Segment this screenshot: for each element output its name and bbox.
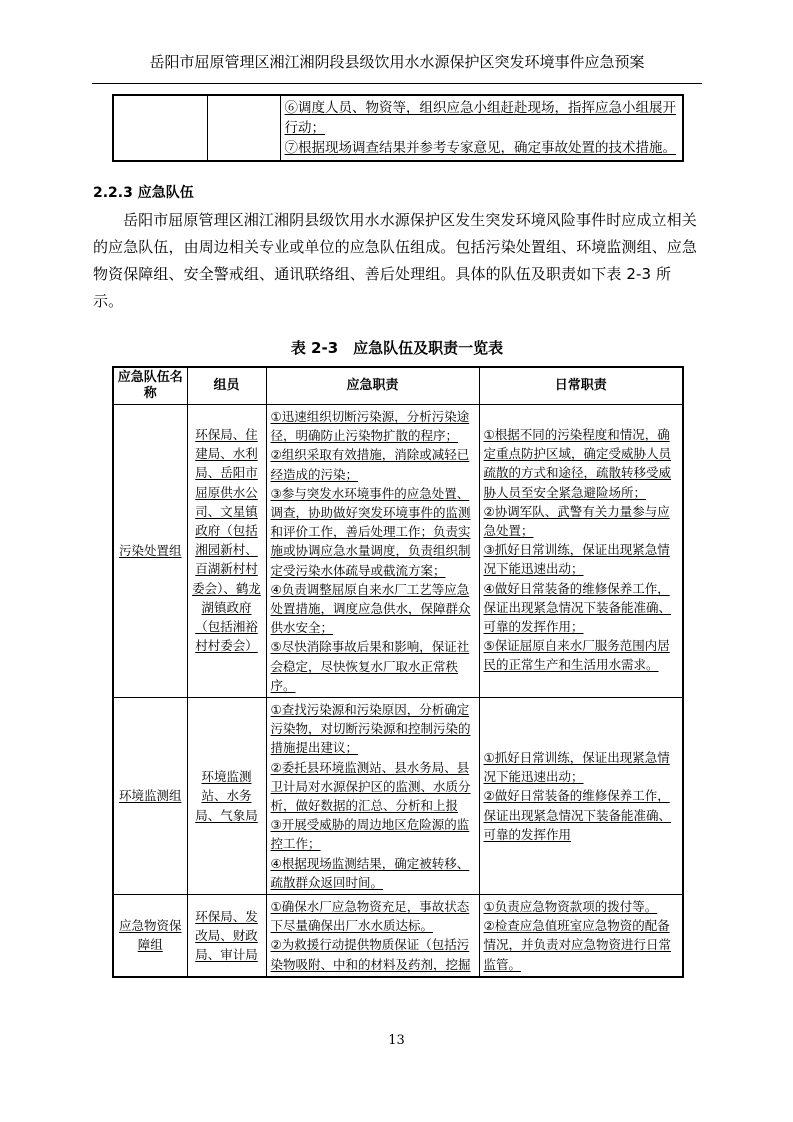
header-members: 组员 [187,367,266,405]
team-name: 环境监测组 [113,698,187,895]
table-header-row [113,367,683,405]
duty-item: ⑤保证屈原自来水厂服务范围内居民的正常生产和生活用水需求。 [483,638,670,673]
duty-item: ②为救援行动提供物质保证（包括污染物吸附、中和的材料及药剂，挖掘 [270,937,471,972]
daily-duties [479,895,683,977]
continued-line-6: ⑥调度人员、物资等，组织应急小组赶赴现场，指挥应急小组展开行动； [284,100,676,136]
section-paragraph: 岳阳市屈原管理区湘江湘阴县级饮用水水源保护区发生突发环境风险事件时应成立相关的应急队伍，由周边相关专业或单位的应急队伍组成。包括污染处置组、环境监测组、应急物资保障组、安全警戒组、通讯联络组、善后处理组。具体的队伍及职责如下表 2-3 所示。 [93,211,698,310]
team-members: 环保局、住建局、水利局、岳阳市屈原供水公司、文星镇政府（包括湘园新村、百湖新村村委会）、鹤龙湖镇政府（包括湘裕村村委会） [187,405,266,698]
duty-item: ②组织采取有效措施，消除或减轻已经造成的污染； [270,447,470,482]
duty-item: ③参与突发水环境事件的应急处置、调查，协助做好突发环境事件的监测和评价工作，善后处理工作；负责实施或协调应急水量调度，负责组织制定受污染水体疏导或截流方案； [270,485,471,578]
header-team-name: 应急队伍名称 [113,367,187,405]
header-rule [92,83,702,84]
duty-item: ⑤尽快消除事故后果和影响，保证社会稳定，尽快恢复水厂取水正常秩序。 [270,639,470,693]
emergency-team-table [112,366,684,978]
duty-item: ④根据现场监测结果，确定被转移、疏散群众返回时间。 [270,855,470,890]
continued-cell-text [280,95,683,161]
duty-item: ①确保水厂应急物资充足，事故状态下尽量确保出厂水水质达标。 [270,899,470,934]
duty-item: ③抓好日常训练，保证出现紧急情况下能迅速出动； [483,542,670,577]
duty-item: ①迅速组织切断污染源，分析污染途径，明确防止污染物扩散的程序； [270,409,470,444]
page-header-title: 岳阳市屈原管理区湘江湘阴段县级饮用水水源保护区突发环境事件应急预案 [149,53,645,71]
team-name: 污染处置组 [113,405,187,698]
duty-item: ①负责应急物资款项的拨付等。 [483,899,658,915]
header-emergency-duties: 应急职责 [266,367,479,405]
continued-cell-empty-2 [207,95,280,161]
daily-duties [479,405,683,698]
page-number: 13 [388,1033,405,1048]
emergency-duties [266,895,479,977]
table-caption: 表 2-3 应急队伍及职责一览表 [290,339,504,357]
duty-item: ①抓好日常训练，保证出现紧急情况下能迅速出动； [483,750,670,785]
duty-item: ④做好日常装备的维修保养工作，保证出现紧急情况下装备能准确、可靠的发挥作用； [483,580,672,635]
team-members: 环保局、发改局、财政局、审计局 [187,895,266,977]
emergency-duties [266,405,479,698]
duty-item: ②做好日常装备的维修保养工作，保证出现紧急情况下装备能准确、可靠的发挥作用 [483,788,672,842]
table-row [113,895,683,977]
continued-table [112,94,684,162]
duty-item: ①根据不同的污染程度和情况，确定重点防护区域，确定受威胁人员疏散的方式和途径，疏散转移受威胁人员至安全紧急避险场所； [483,427,672,500]
table-row [113,405,683,698]
duty-item: ①查找污染源和污染原因，分析确定污染物，对切断污染源和控制污染的措施提出建议； [270,702,471,756]
duty-item: ③开展受威胁的周边地区危险源的监控工作； [270,817,470,852]
table-row [113,698,683,895]
header-daily-duties: 日常职责 [479,367,683,405]
continued-cell-empty-1 [113,95,207,161]
duty-item: ②检查应急值班室应急物资的配备情况，并负责对应急物资进行日常监管。 [483,918,672,972]
team-name: 应急物资保障组 [113,895,187,977]
team-members: 环境监测站、水务局、气象局 [187,698,266,895]
continued-line-7: ⑦根据现场调查结果并参考专家意见，确定事故处置的技术措施。 [284,140,676,156]
emergency-duties [266,698,479,895]
duty-item: ④负责调整屈原自来水厂工艺等应急处置措施，调度应急供水，保障群众供水安全； [270,581,471,636]
duty-item: ②协调军队、武警有关力量参与应急处置； [483,503,670,539]
section-heading: 2.2.3 应急队伍 [93,185,194,201]
duty-item: ②委托县环境监测站、县水务局、县卫计局对水源保护区的监测、水质分析，做好数据的汇总、分析和上报 [270,759,471,814]
daily-duties [479,698,683,895]
